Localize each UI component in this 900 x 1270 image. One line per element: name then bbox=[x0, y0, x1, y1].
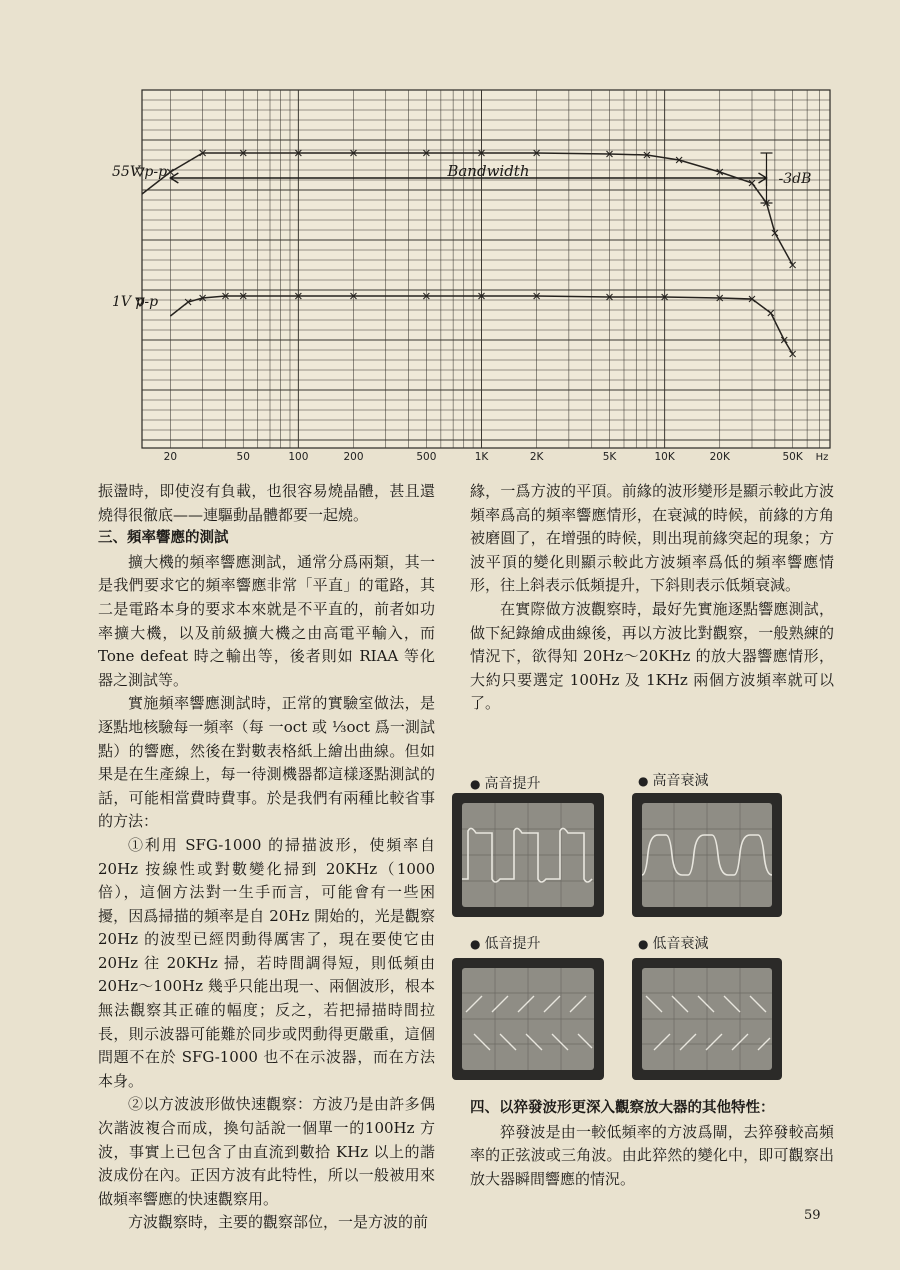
minus3db-label: -3dB bbox=[778, 171, 812, 187]
frequency-response-chart bbox=[0, 0, 900, 470]
scope-caption-treble-boost: ● 高音提升 bbox=[470, 776, 541, 792]
series-label: 1V p-p bbox=[112, 294, 159, 310]
paragraph: 振盪時，即使沒有負載，也很容易燒晶體，甚且還燒得很徹底——連驅動晶體都要一起燒。 bbox=[98, 482, 435, 524]
bandwidth-label: Bandwidth bbox=[447, 162, 530, 180]
x-tick-label: 20K bbox=[709, 451, 730, 463]
section-heading: 四、以猝發波形更深入觀察放大器的其他特性： bbox=[470, 1100, 775, 1116]
x-tick-label: 100 bbox=[288, 451, 309, 463]
paragraph: 緣，一爲方波的平頂。前緣的波形變形是顯示較此方波頻率爲高的頻率響應情形，在衰減的時候，前緣的方角被磨圓了，在增强的時候，則出現前緣突起的現象；方波平頂的變化則顯示較此方波頻率爲低的頻率響應情形，往上斜表示低頻提升，下斜則表示低頻衰減。 bbox=[470, 482, 834, 595]
x-tick-labels bbox=[164, 451, 829, 463]
x-tick-label: 200 bbox=[343, 451, 364, 463]
chart-grid bbox=[142, 90, 830, 448]
paragraph: 方波觀察時，主要的觀察部位，一是方波的前 bbox=[128, 1213, 429, 1232]
paragraph: ①利用 SFG-1000 的掃描波形，使頻率自 20Hz 按線性或對數變化掃到 20KHz（1000倍），這個方法對一生手而言，可能會有一些困擾，因爲掃描的頻率是自 20Hz 開始的，光是觀察 20Hz 的波型已經閃動得厲害了，現在要使它由 20Hz 往 20KHz 掃，若時間調得短，則低頻由 20Hz～100Hz 幾乎只能出現一、兩個波形，根本無法觀察其正確的幅度；反之，若把掃描時間拉長，則示波器可能難於同步或閃動得更嚴重，這個問題不在於 SFG-1000 也不在示波器，而在方法本身。 bbox=[98, 835, 435, 1090]
x-tick-label: 1K bbox=[474, 451, 489, 463]
page-number: 59 bbox=[804, 1208, 821, 1223]
left-column bbox=[98, 480, 435, 1235]
scope-photo-bass-boost bbox=[452, 958, 604, 1080]
x-tick-label: 2K bbox=[529, 451, 544, 463]
right-column bbox=[470, 480, 834, 716]
scope-caption-bass-boost: ● 低音提升 bbox=[470, 936, 541, 952]
scope-caption-treble-cut: ● 高音衰減 bbox=[638, 773, 709, 789]
series-label: 55V p-p bbox=[112, 164, 168, 180]
x-tick-label: 500 bbox=[416, 451, 437, 463]
x-tick-label: 20 bbox=[163, 451, 178, 463]
scope-photo-treble-cut bbox=[632, 793, 782, 917]
right-column-bottom bbox=[470, 1097, 834, 1191]
x-tick-label: 10K bbox=[654, 451, 675, 463]
paragraph: 猝發波是由一較低頻率的方波爲閘，去猝發較高頻率的正弦波或三角波。由此猝然的變化中，即可觀察出放大器瞬間響應的情況。 bbox=[470, 1122, 834, 1188]
paragraph: ②以方波波形做快速觀察：方波乃是由許多偶次諧波複合而成，換句話說一個單一的100Hz 方波，事實上已包含了由直流到數拾 KHz 以上的諧波成份在內。正因方波有此特性，所以一般被用來做頻率響應的快速觀察用。 bbox=[98, 1095, 435, 1208]
paragraph: 在實際做方波觀察時，最好先實施逐點響應測試，做下紀錄繪成曲線後，再以方波比對觀察，一般熟練的情況下，欲得知 20Hz～20KHz 的放大器響應情形，大約只要選定 100Hz 及 1KHz 兩個方波頻率就可以了。 bbox=[470, 599, 834, 713]
plot-area bbox=[142, 90, 830, 448]
scope-caption-bass-cut: ● 低音衰減 bbox=[638, 936, 709, 952]
paragraph: 實施頻率響應測試時，正常的實驗室做法，是逐點地核驗每一頻率（每 一oct 或 ⅓oct 爲一測試點）的響應，然後在對數表格紙上繪出曲線。但如果是在生產線上，每一待測機器都這樣逐點測試的話，可能相當費時費事。於是我們有兩種比較省事的方法： bbox=[98, 694, 435, 831]
paragraph: 擴大機的頻率響應測試，通常分爲兩類，其一是我們要求它的頻率響應非常「平直」的電路，其二是電路本身的要求本來就是不平直的，前者如功率擴大機，以及前級擴大機之由高電平輸入，而 Tone defeat 時之輸出等，後者則如 RIAA 等化器之測試等。 bbox=[98, 552, 435, 689]
x-tick-label: 5K bbox=[602, 451, 617, 463]
section-heading: 三、頻率響應的測試 bbox=[98, 530, 229, 547]
scope-photo-treble-boost bbox=[452, 793, 604, 917]
scope-photo-bass-cut bbox=[632, 958, 782, 1080]
x-axis-unit-label: Hz bbox=[815, 452, 829, 463]
x-tick-label: 50 bbox=[236, 451, 250, 463]
x-tick-label: 50K bbox=[782, 451, 803, 463]
